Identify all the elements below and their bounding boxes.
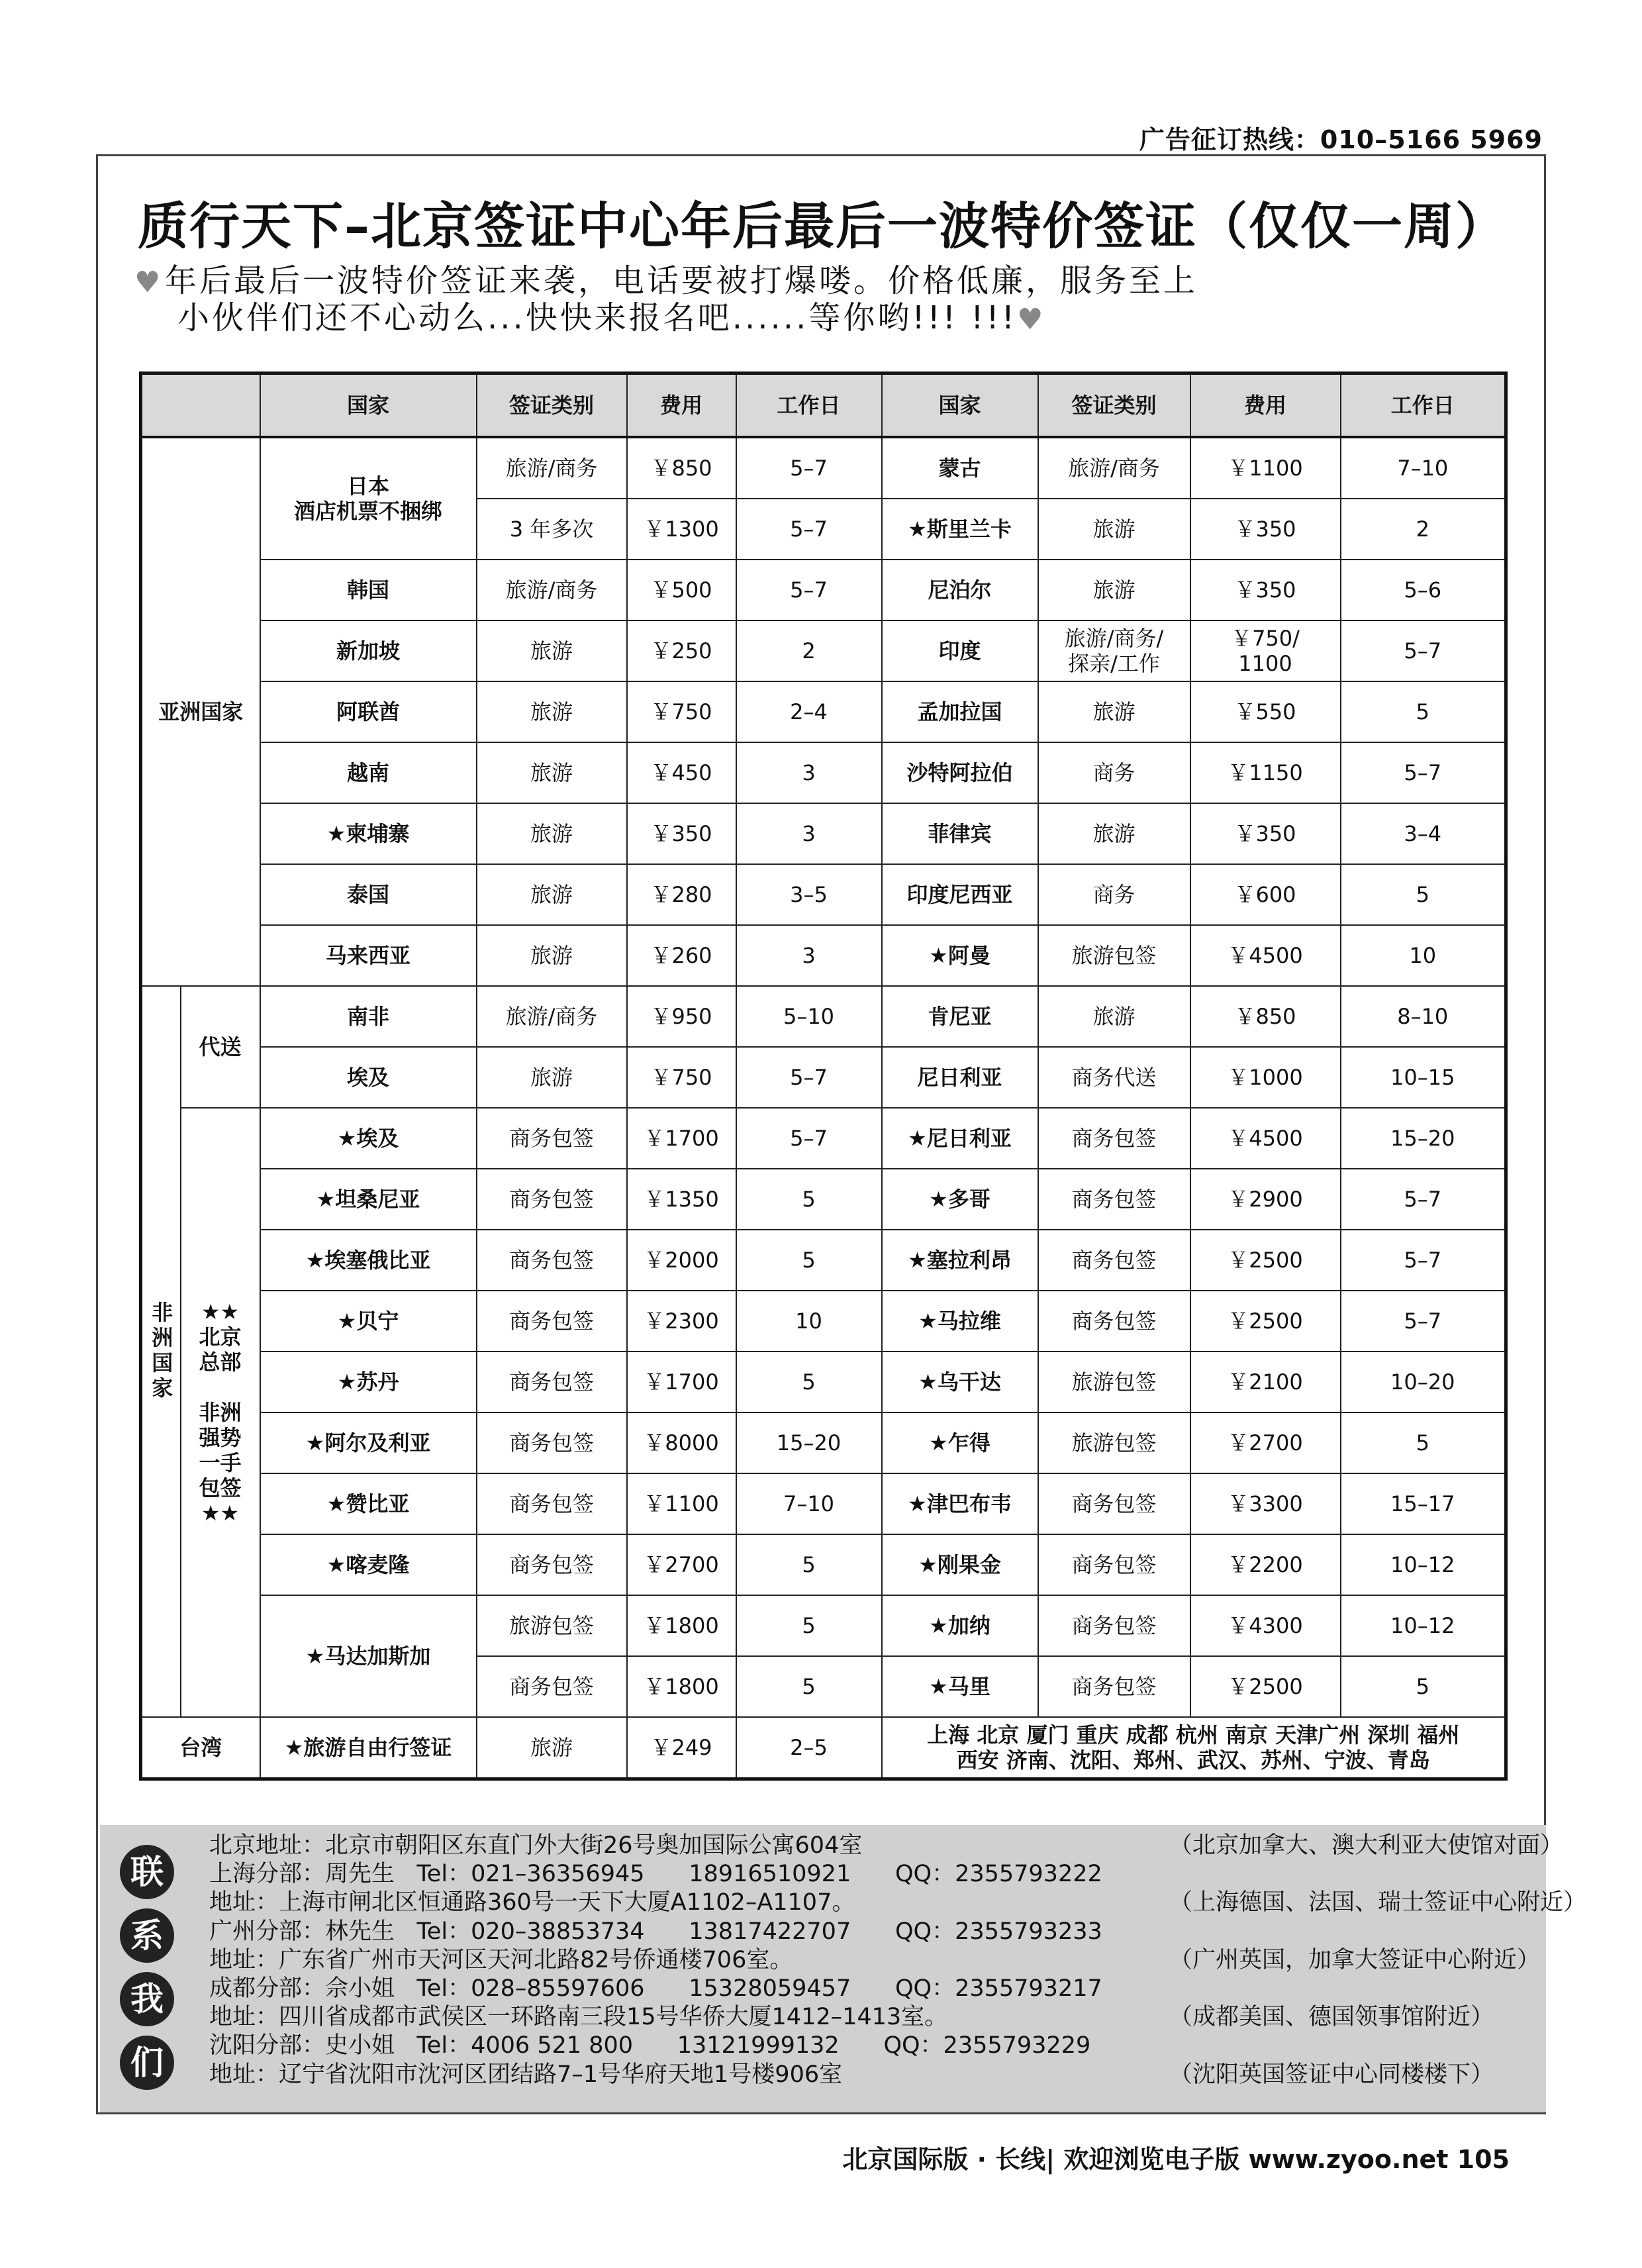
cell-c2: 肯尼亚 xyxy=(882,986,1038,1047)
cell-f2: ￥2700 xyxy=(1190,1412,1341,1473)
cell-f2: ￥550 xyxy=(1190,681,1341,742)
contact-line xyxy=(209,1832,1564,1860)
cell-t2: 商务包签 xyxy=(1038,1169,1190,1230)
cell-t1: 旅游 xyxy=(477,742,627,803)
contact-line-note: （沈阳英国签证中心同楼楼下） xyxy=(1169,2061,1494,2088)
cell-f2: ￥600 xyxy=(1190,864,1341,925)
cell-c2: ★乌干达 xyxy=(882,1352,1038,1412)
table-row xyxy=(141,1473,1506,1534)
table-row xyxy=(141,803,1506,864)
cell-t1: 商务包签 xyxy=(477,1230,627,1291)
cell-t1: 旅游 xyxy=(477,1047,627,1108)
cell-t1: 旅游/商务 xyxy=(477,560,627,620)
table-row xyxy=(141,1352,1506,1412)
contact-line-text: 北京地址：北京市朝阳区东直门外大街26号奥加国际公寓604室 xyxy=(209,1832,863,1859)
cell-d2: 5 xyxy=(1341,681,1506,742)
cell-c1: 新加坡 xyxy=(260,620,477,681)
table-row xyxy=(141,1230,1506,1291)
cell-f1: ￥450 xyxy=(627,742,736,803)
cell-d2: 15–17 xyxy=(1341,1473,1506,1534)
cell-t2: 旅游/商务/ 探亲/工作 xyxy=(1038,620,1190,681)
cell-d1: 3 xyxy=(736,803,882,864)
heart-icon: ♥ xyxy=(134,266,164,299)
cell-t1: 旅游/商务 xyxy=(477,437,627,499)
advert-frame xyxy=(96,154,1587,2114)
cell-t1: 商务包签 xyxy=(477,1473,627,1534)
cell-c1: 泰国 xyxy=(260,864,477,925)
cell-c1: ★赞比亚 xyxy=(260,1473,477,1534)
region-africa: 非洲国家 xyxy=(141,986,181,1717)
contact-line-text: 地址：广东省广州市天河区天河北路82号侨通楼706室。 xyxy=(209,1946,793,1973)
cell-f2: ￥750/ 1100 xyxy=(1190,620,1341,681)
cell-c2: 印度 xyxy=(882,620,1038,681)
cell-c1: 阿联酋 xyxy=(260,681,477,742)
cell-f1: ￥1700 xyxy=(627,1352,736,1412)
cell-c2: ★尼日利亚 xyxy=(882,1108,1038,1169)
cell-f1: ￥250 xyxy=(627,620,736,681)
table-row xyxy=(141,681,1506,742)
cell-f2: ￥4500 xyxy=(1190,925,1341,986)
contact-line-note: （北京加拿大、澳大利亚大使馆对面） xyxy=(1169,1832,1564,1859)
cell-c2: 蒙古 xyxy=(882,437,1038,499)
cell-d2: 15–20 xyxy=(1341,1108,1506,1169)
contact-line-text: 地址：上海市闸北区恒通路360号一天下大厦A1102–A1107。 xyxy=(209,1889,855,1916)
cell-c1: 日本 酒店机票不捆绑 xyxy=(260,437,477,560)
cell-t1: 商务包签 xyxy=(477,1656,627,1717)
cell-c2: ★津巴布韦 xyxy=(882,1473,1038,1534)
cell-c1: ★喀麦隆 xyxy=(260,1534,477,1595)
cell-d2: 5–7 xyxy=(1341,1169,1506,1230)
cell-d2: 5–6 xyxy=(1341,560,1506,620)
cell-c1: ★坦桑尼亚 xyxy=(260,1169,477,1230)
cell-d2: 5 xyxy=(1341,1656,1506,1717)
cell-c1: ★柬埔寨 xyxy=(260,803,477,864)
cell-f1: ￥750 xyxy=(627,681,736,742)
contact-badge: 们 xyxy=(120,2036,174,2090)
table-row xyxy=(141,437,1506,499)
cell-c1: ★马达加斯加 xyxy=(260,1595,477,1717)
intro-text xyxy=(134,262,1198,336)
contact-line xyxy=(209,1975,1102,2003)
cell-c2: ★阿曼 xyxy=(882,925,1038,986)
cell-f2: ￥4500 xyxy=(1190,1108,1341,1169)
cell-t2: 商务包签 xyxy=(1038,1473,1190,1534)
cell-f2: ￥350 xyxy=(1190,560,1341,620)
cell-c2: ★斯里兰卡 xyxy=(882,499,1038,560)
cell-f1: ￥1700 xyxy=(627,1108,736,1169)
contact-line-text: 地址：四川省成都市武侯区一环路南三段15号华侨大厦1412–1413室。 xyxy=(209,2004,948,2031)
cell-t2: 商务包签 xyxy=(1038,1656,1190,1717)
contact-badge: 联 xyxy=(120,1845,174,1899)
cell-t2: 旅游包签 xyxy=(1038,925,1190,986)
cell-t1: 商务包签 xyxy=(477,1534,627,1595)
cell-t1: 商务包签 xyxy=(477,1169,627,1230)
contact-panel xyxy=(100,1825,1587,2112)
cell-d1: 5–10 xyxy=(736,986,882,1047)
cell-f1: ￥1800 xyxy=(627,1595,736,1656)
cell-t1: 商务包签 xyxy=(477,1352,627,1412)
table-row xyxy=(141,620,1506,681)
table-row xyxy=(141,1108,1506,1169)
cell-f1: ￥1300 xyxy=(627,499,736,560)
cell-c1: 南非 xyxy=(260,986,477,1047)
cell-f2: ￥2200 xyxy=(1190,1534,1341,1595)
cell-d1: 10 xyxy=(736,1291,882,1352)
cell-f2: ￥850 xyxy=(1190,986,1341,1047)
column-header: 费用 xyxy=(1190,373,1341,438)
cell-f1: ￥500 xyxy=(627,560,736,620)
contact-line xyxy=(209,1889,1587,1917)
cell-t2: 商务包签 xyxy=(1038,1291,1190,1352)
cell-t1: 旅游 xyxy=(477,803,627,864)
contact-line xyxy=(209,2032,1102,2060)
cell-d1: 5–7 xyxy=(736,499,882,560)
contact-line xyxy=(209,1918,1102,1946)
departure-cities: 上海 北京 厦门 重庆 成都 杭州 南京 天津广州 深圳 福州 西安 济南、沈阳、郑州、武汉、苏州、宁波、青岛 xyxy=(882,1717,1506,1779)
cell-f1: ￥280 xyxy=(627,864,736,925)
cell-d2: 10–12 xyxy=(1341,1534,1506,1595)
visa-price-table xyxy=(139,371,1508,1781)
intro-line-2: 小伙伴们还不心动么...快快来报名吧......等你哟!!! !!! xyxy=(177,299,1018,336)
cell-c1: 韩国 xyxy=(260,560,477,620)
cell-t1: 旅游/商务 xyxy=(477,986,627,1047)
cell-c2: ★马里 xyxy=(882,1656,1038,1717)
cell-t1: 旅游 xyxy=(477,1717,627,1779)
cell-t2: 旅游 xyxy=(1038,681,1190,742)
column-header: 签证类别 xyxy=(477,373,627,438)
cell-f2: ￥1100 xyxy=(1190,437,1341,499)
table-row-taiwan xyxy=(141,1717,1506,1779)
cell-d2: 8–10 xyxy=(1341,986,1506,1047)
cell-d1: 2–5 xyxy=(736,1717,882,1779)
cell-c2: ★多哥 xyxy=(882,1169,1038,1230)
contact-line-text: 地址：辽宁省沈阳市沈河区团结路7–1号华府天地1号楼906室 xyxy=(209,2061,843,2088)
cell-t2: 旅游 xyxy=(1038,560,1190,620)
cell-f2: ￥1150 xyxy=(1190,742,1341,803)
cell-t2: 商务包签 xyxy=(1038,1534,1190,1595)
cell-f1: ￥260 xyxy=(627,925,736,986)
cell-t1: 3 年多次 xyxy=(477,499,627,560)
cell-t2: 旅游 xyxy=(1038,986,1190,1047)
cell-d1: 7–10 xyxy=(736,1473,882,1534)
cell-d1: 3 xyxy=(736,925,882,986)
table-row xyxy=(141,1412,1506,1473)
cell-t2: 商务 xyxy=(1038,864,1190,925)
table-row xyxy=(141,864,1506,925)
contact-line xyxy=(209,1860,1102,1889)
cell-f2: ￥2500 xyxy=(1190,1291,1341,1352)
cell-d2: 5–7 xyxy=(1341,1230,1506,1291)
header-blank xyxy=(141,373,260,438)
cell-t1: 旅游包签 xyxy=(477,1595,627,1656)
table-row xyxy=(141,1291,1506,1352)
table-row xyxy=(141,1169,1506,1230)
cell-d2: 3–4 xyxy=(1341,803,1506,864)
table-row xyxy=(141,1534,1506,1595)
cell-f1: ￥850 xyxy=(627,437,736,499)
cell-c1: 埃及 xyxy=(260,1047,477,1108)
cell-c2: 尼日利亚 xyxy=(882,1047,1038,1108)
contact-line xyxy=(209,1946,1541,1975)
contact-line xyxy=(209,2061,1494,2089)
cell-d1: 3 xyxy=(736,742,882,803)
cell-f2: ￥1000 xyxy=(1190,1047,1341,1108)
cell-t1: 商务包签 xyxy=(477,1412,627,1473)
cell-c2: ★塞拉利昂 xyxy=(882,1230,1038,1291)
cell-c1: ★旅游自由行签证 xyxy=(260,1717,477,1779)
contact-line-text: 成都分部：佘小姐 Tel：028–85597606 15328059457 QQ：2355793217 xyxy=(209,1975,1102,2002)
ad-hotline: 广告征订热线：010–5166 5969 xyxy=(1139,125,1543,154)
cell-f2: ￥350 xyxy=(1190,803,1341,864)
cell-d2: 5 xyxy=(1341,864,1506,925)
cell-t2: 商务代送 xyxy=(1038,1047,1190,1108)
column-header: 费用 xyxy=(627,373,736,438)
cell-f1: ￥8000 xyxy=(627,1412,736,1473)
cell-f2: ￥3300 xyxy=(1190,1473,1341,1534)
cell-c2: 菲律宾 xyxy=(882,803,1038,864)
table-row xyxy=(141,742,1506,803)
cell-c2: ★马拉维 xyxy=(882,1291,1038,1352)
cell-d2: 5–7 xyxy=(1341,1291,1506,1352)
cell-f1: ￥1350 xyxy=(627,1169,736,1230)
cell-t1: 旅游 xyxy=(477,925,627,986)
cell-c1: 越南 xyxy=(260,742,477,803)
cell-c2: ★加纳 xyxy=(882,1595,1038,1656)
table-row xyxy=(141,1047,1506,1108)
cell-d2: 5–7 xyxy=(1341,620,1506,681)
cell-d1: 5 xyxy=(736,1230,882,1291)
cell-t1: 商务包签 xyxy=(477,1291,627,1352)
contact-line-note: （成都美国、德国领事馆附近） xyxy=(1169,2004,1494,2031)
cell-d1: 5–7 xyxy=(736,1108,882,1169)
cell-c1: ★贝宁 xyxy=(260,1291,477,1352)
table-row xyxy=(141,560,1506,620)
cell-d1: 5 xyxy=(736,1169,882,1230)
cell-c1: ★埃及 xyxy=(260,1108,477,1169)
cell-t2: 商务包签 xyxy=(1038,1230,1190,1291)
cell-f2: ￥2100 xyxy=(1190,1352,1341,1412)
column-header: 国家 xyxy=(260,373,477,438)
cell-d1: 5 xyxy=(736,1595,882,1656)
column-header: 签证类别 xyxy=(1038,373,1190,438)
contact-line-text: 上海分部：周先生 Tel：021–36356945 18916510921 QQ：2355793222 xyxy=(209,1861,1102,1888)
cell-d1: 15–20 xyxy=(736,1412,882,1473)
cell-f1: ￥750 xyxy=(627,1047,736,1108)
cell-d1: 2–4 xyxy=(736,681,882,742)
cell-f1: ￥2300 xyxy=(627,1291,736,1352)
table-row xyxy=(141,1595,1506,1656)
page-title: 质行天下–北京签证中心年后最后一波特价签证（仅仅一周） xyxy=(138,197,1507,256)
cell-t2: 商务包签 xyxy=(1038,1108,1190,1169)
cell-f1: ￥1800 xyxy=(627,1656,736,1717)
cell-f2: ￥2500 xyxy=(1190,1230,1341,1291)
cell-t2: 商务包签 xyxy=(1038,1595,1190,1656)
cell-c2: 沙特阿拉伯 xyxy=(882,742,1038,803)
column-header: 工作日 xyxy=(1341,373,1506,438)
cell-f2: ￥350 xyxy=(1190,499,1341,560)
cell-d2: 10 xyxy=(1341,925,1506,986)
table-row xyxy=(141,986,1506,1047)
cell-d1: 5 xyxy=(736,1534,882,1595)
subgroup-daisong: 代送 xyxy=(181,986,260,1108)
column-header: 工作日 xyxy=(736,373,882,438)
cell-t1: 商务包签 xyxy=(477,1108,627,1169)
cell-d2: 10–15 xyxy=(1341,1047,1506,1108)
region-taiwan: 台湾 xyxy=(141,1717,260,1779)
cell-t1: 旅游 xyxy=(477,864,627,925)
cell-t2: 商务 xyxy=(1038,742,1190,803)
cell-f2: ￥2900 xyxy=(1190,1169,1341,1230)
cell-d2: 10–20 xyxy=(1341,1352,1506,1412)
cell-f1: ￥249 xyxy=(627,1717,736,1779)
cell-c1: ★苏丹 xyxy=(260,1352,477,1412)
cell-d1: 5–7 xyxy=(736,1047,882,1108)
subgroup-hq: ★★ 北京 总部 非洲 强势 一手 包签 ★★ xyxy=(181,1108,260,1717)
contact-line xyxy=(209,2003,1494,2032)
intro-line-1: 年后最后一波特价签证来袭，电话要被打爆喽。价格低廉，服务至上 xyxy=(165,262,1198,299)
contact-line-text: 广州分部：林先生 Tel：020–38853734 13817422707 QQ：2355793233 xyxy=(209,1918,1102,1945)
cell-d2: 10–12 xyxy=(1341,1595,1506,1656)
column-header: 国家 xyxy=(882,373,1038,438)
cell-d1: 5–7 xyxy=(736,437,882,499)
cell-c2: 孟加拉国 xyxy=(882,681,1038,742)
cell-c2: 印度尼西亚 xyxy=(882,864,1038,925)
page-footer: 北京国际版 · 长线| 欢迎浏览电子版 www.zyoo.net 105 xyxy=(842,2145,1510,2174)
cell-c1: ★阿尔及利亚 xyxy=(260,1412,477,1473)
contact-line-note: （上海德国、法国、瑞士签证中心附近） xyxy=(1169,1889,1587,1916)
cell-t1: 旅游 xyxy=(477,620,627,681)
cell-d1: 5 xyxy=(736,1656,882,1717)
cell-c2: ★刚果金 xyxy=(882,1534,1038,1595)
cell-f1: ￥350 xyxy=(627,803,736,864)
cell-f1: ￥2000 xyxy=(627,1230,736,1291)
cell-d1: 3–5 xyxy=(736,864,882,925)
contact-us-badges xyxy=(120,1845,179,2099)
heart-icon: ♥ xyxy=(1017,303,1046,336)
contact-line-text: 沈阳分部：史小姐 Tel：4006 521 800 13121999132 QQ：2355793229 xyxy=(209,2032,1091,2059)
cell-t2: 旅游 xyxy=(1038,499,1190,560)
region-asia: 亚洲国家 xyxy=(141,437,260,986)
cell-t2: 旅游/商务 xyxy=(1038,437,1190,499)
cell-c1: ★埃塞俄比亚 xyxy=(260,1230,477,1291)
contact-badge: 我 xyxy=(120,1972,174,2026)
cell-d2: 5–7 xyxy=(1341,742,1506,803)
cell-t2: 旅游包签 xyxy=(1038,1352,1190,1412)
cell-c2: ★乍得 xyxy=(882,1412,1038,1473)
cell-d2: 5 xyxy=(1341,1412,1506,1473)
contact-lines xyxy=(209,1832,1587,2089)
cell-d2: 2 xyxy=(1341,499,1506,560)
cell-t2: 旅游 xyxy=(1038,803,1190,864)
contact-line-note: （广州英国，加拿大签证中心附近） xyxy=(1169,1946,1541,1973)
contact-badge: 系 xyxy=(120,1908,174,1963)
cell-d2: 7–10 xyxy=(1341,437,1506,499)
cell-d1: 2 xyxy=(736,620,882,681)
cell-f1: ￥2700 xyxy=(627,1534,736,1595)
cell-d1: 5–7 xyxy=(736,560,882,620)
cell-d1: 5 xyxy=(736,1352,882,1412)
cell-t1: 旅游 xyxy=(477,681,627,742)
table-row xyxy=(141,925,1506,986)
cell-t2: 旅游包签 xyxy=(1038,1412,1190,1473)
cell-f2: ￥4300 xyxy=(1190,1595,1341,1656)
cell-c1: 马来西亚 xyxy=(260,925,477,986)
cell-f1: ￥1100 xyxy=(627,1473,736,1534)
table-header-row xyxy=(141,373,1506,438)
cell-f2: ￥2500 xyxy=(1190,1656,1341,1717)
cell-f1: ￥950 xyxy=(627,986,736,1047)
cell-c2: 尼泊尔 xyxy=(882,560,1038,620)
